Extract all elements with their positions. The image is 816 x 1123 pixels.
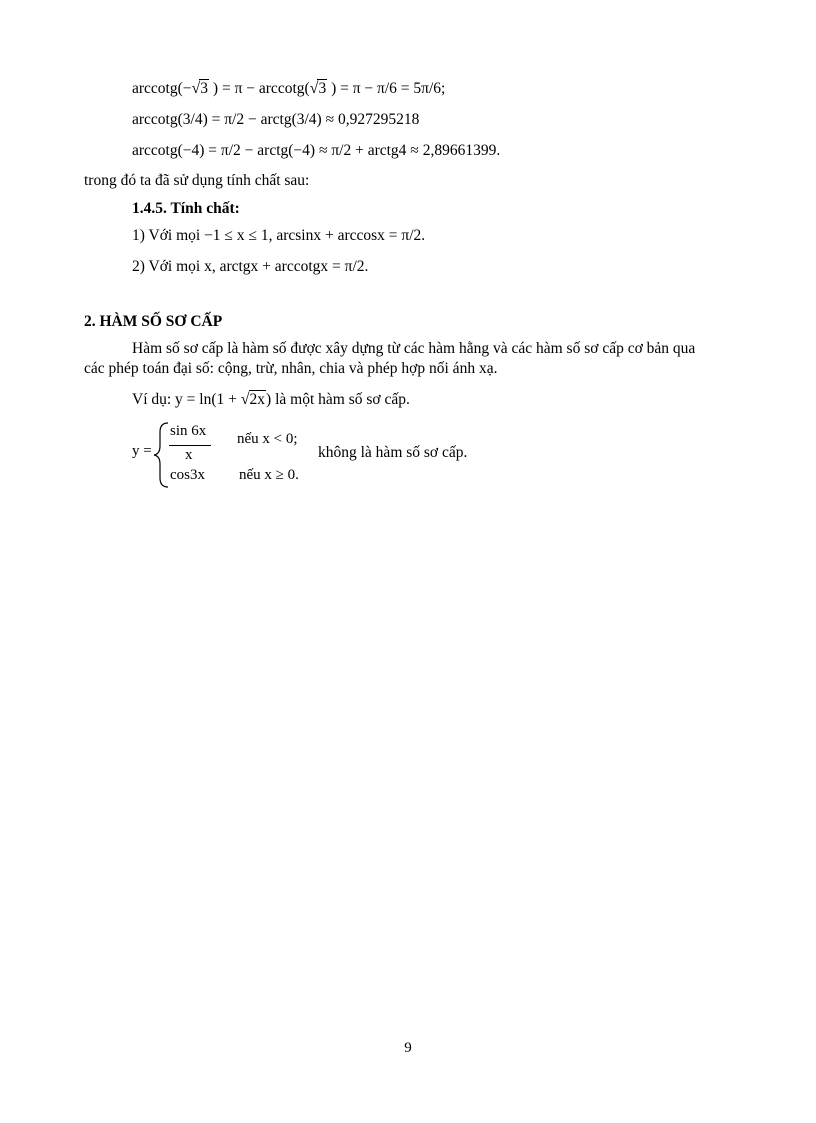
- property-2: 2) Với mọi x, arctgx + arccotgx = π/2.: [132, 258, 369, 275]
- property-heading: 1.4.5. Tính chất:: [132, 200, 240, 217]
- condition-1: nếu x < 0;: [237, 431, 298, 447]
- section-heading: 2. HÀM SỐ SƠ CẤP: [84, 313, 223, 330]
- formula-line-2: arccotg(3/4) = π/2 − arctg(3/4) ≈ 0,927295218: [132, 111, 420, 128]
- condition-2: nếu x ≥ 0.: [239, 467, 299, 483]
- formula-1-part-c: ) = π − π/6 = 5π/6;: [331, 80, 446, 97]
- paragraph-line-1: Hàm số sơ cấp là hàm số được xây dựng từ các hàm hằng và các hàm số sơ cấp cơ bản qua: [132, 340, 696, 357]
- piecewise-note: không là hàm số sơ cấp.: [318, 444, 468, 461]
- formula-line-3: arccotg(−4) = π/2 − arctg(−4) ≈ π/2 + arctg4 ≈ 2,89661399.: [132, 142, 501, 159]
- example-part-a: Ví dụ: y = ln(1 +: [132, 391, 241, 408]
- sqrt-3-b: √3: [309, 80, 327, 97]
- page-number: 9: [404, 1040, 412, 1056]
- sqrt-arg: 3: [200, 80, 209, 97]
- sqrt-arg: 3: [318, 80, 327, 97]
- left-brace-icon: [132, 420, 172, 490]
- sqrt-3-a: √3: [191, 80, 209, 97]
- formula-line-1: [132, 79, 445, 99]
- formula-1-part-b: ) = π − arccotg(: [212, 80, 310, 97]
- example-line: [132, 390, 410, 410]
- case-2: cos3x: [170, 467, 205, 483]
- sqrt-2x: √2x: [240, 391, 266, 408]
- fraction-numerator: sin 6x: [170, 423, 207, 439]
- property-1: 1) Với mọi −1 ≤ x ≤ 1, arcsinx + arccosx = π/2.: [132, 227, 426, 244]
- fraction-denominator: x: [185, 447, 193, 463]
- piecewise-lhs: y =: [132, 443, 152, 459]
- sqrt-arg: 2x: [249, 391, 266, 408]
- paragraph-line-2: các phép toán đại số: cộng, trừ, nhân, chia và phép hợp nối ánh xạ.: [84, 360, 498, 377]
- formula-1-part-a: arccotg(−: [132, 80, 192, 97]
- example-part-b: ) là một hàm số sơ cấp.: [266, 391, 410, 408]
- piecewise-function: [132, 420, 552, 490]
- fraction-bar: [169, 445, 211, 446]
- usage-sentence: trong đó ta đã sử dụng tính chất sau:: [84, 172, 310, 189]
